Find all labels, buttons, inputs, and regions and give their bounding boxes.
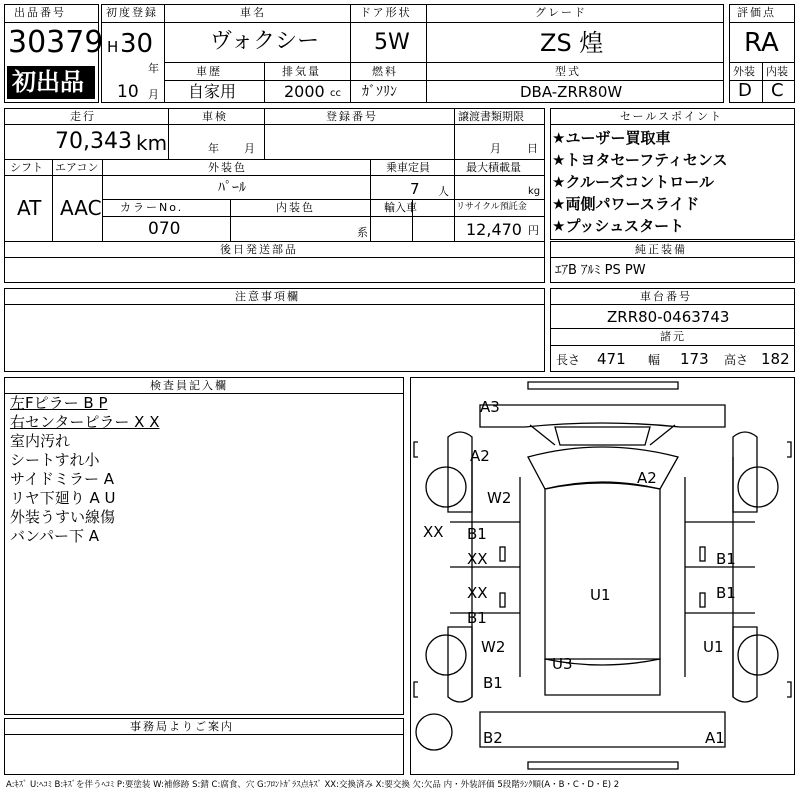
- damage-mark: A2: [470, 447, 490, 465]
- damage-mark: XX: [467, 584, 488, 602]
- inspector-label: 検査員記入欄: [150, 379, 228, 392]
- footer-legend: A:ｷｽﾞ U:ﾍｺﾐ B:ｷｽﾞを伴うﾍｺﾐ P:要塗装 W:補修跡 S:錆 C:腐食、穴 G:ﾌﾛﾝﾄｶﾞﾗｽ点ｷｽﾞ XX:交換済み X:要交換 欠:欠品 内・外装評価 5段階ﾗﾝｸ順(A・B・C・D・E) 2: [6, 780, 620, 790]
- shift-value: AT: [17, 196, 42, 220]
- reg-era: H: [107, 38, 119, 56]
- reg-month-unit: 月: [148, 88, 159, 101]
- damage-mark: U3: [552, 655, 573, 673]
- inspector-line: 外装うすい線傷: [10, 508, 116, 526]
- int-label: 内装: [766, 65, 788, 78]
- load-label: 最大積載量: [466, 161, 521, 174]
- mileage-label: 走行: [70, 110, 96, 123]
- damage-mark: W2: [481, 638, 506, 656]
- color-no-label: カラーNo.: [120, 201, 184, 214]
- fuel-value: ｶﾞｿﾘﾝ: [362, 84, 397, 100]
- damage-mark: A2: [637, 469, 657, 487]
- ext-label: 外装: [733, 65, 755, 78]
- kei-unit: 系: [357, 226, 368, 239]
- lot-number: 30379: [8, 25, 104, 60]
- transfer-day: 日: [527, 142, 538, 155]
- sales-point-item: ★両側パワースライド: [552, 195, 700, 213]
- length-value: 471: [597, 350, 626, 368]
- person-unit: 人: [438, 185, 449, 198]
- height-label: 高さ: [724, 353, 749, 367]
- transfer-month: 月: [490, 142, 501, 155]
- inspector-line: シートすれ小: [10, 451, 100, 469]
- sales-point-item: ★ユーザー買取車: [552, 129, 671, 147]
- damage-mark: XX: [423, 523, 444, 541]
- sales-point-item: ★プッシュスタート: [552, 217, 685, 235]
- dims-label: 諸元: [660, 330, 686, 343]
- reg-label: 初度登録: [106, 6, 158, 19]
- capacity-label: 乗車定員: [386, 161, 430, 174]
- interior-color-label: 内装色: [276, 201, 315, 214]
- fuel-label: 燃料: [372, 65, 398, 78]
- inspector-line: 右センターピラー X X: [10, 413, 160, 431]
- mileage-value: 70,343: [55, 129, 132, 154]
- plate-label: 登録番号: [326, 110, 378, 123]
- damage-mark: A1: [705, 729, 725, 747]
- door-value: 5W: [374, 30, 410, 55]
- ac-value: AAC: [60, 196, 102, 220]
- reg-month: 10: [117, 82, 139, 102]
- inspector-line: 左Fピラー B P: [10, 394, 108, 412]
- model-label: 型式: [555, 65, 581, 78]
- reg-year: 30: [120, 29, 154, 59]
- chassis-label: 車台番号: [640, 290, 692, 303]
- lot-label: 出品番号: [14, 6, 66, 19]
- damage-mark: W2: [487, 489, 512, 507]
- reg-year-unit: 年: [148, 62, 159, 75]
- damage-mark: A3: [480, 398, 500, 416]
- width-label: 幅: [648, 353, 661, 367]
- transfer-label: 譲渡書類期限: [458, 110, 524, 123]
- cc-unit: cc: [330, 88, 341, 99]
- score-label: 評価点: [737, 6, 776, 19]
- later-parts-label: 後日発送部品: [220, 243, 298, 256]
- recycle-value: 12,470: [466, 220, 522, 239]
- int-value: C: [771, 80, 784, 101]
- car-diagram: [410, 377, 795, 775]
- car-name: ヴォクシー: [210, 29, 320, 54]
- capacity-value: 7: [410, 180, 420, 198]
- sales-point-item: ★トヨタセーフティセンス: [552, 151, 728, 169]
- damage-mark: B1: [716, 584, 736, 602]
- damage-mark: B1: [467, 525, 487, 543]
- inspection-label: 車検: [202, 110, 228, 123]
- import-label: 輸入車: [384, 201, 417, 214]
- inspector-line: 室内汚れ: [10, 432, 71, 450]
- sales-point-item: ★クルーズコントロール: [552, 173, 714, 191]
- damage-mark: B1: [467, 609, 487, 627]
- history-value: 自家用: [188, 82, 237, 101]
- notes-label: 注意事項欄: [235, 290, 300, 303]
- damage-mark: B1: [483, 674, 503, 692]
- damage-mark: XX: [467, 550, 488, 568]
- width-value: 173: [680, 350, 709, 368]
- color-label: 外装色: [208, 161, 247, 174]
- kg-unit: kg: [528, 186, 541, 197]
- damage-mark: U1: [703, 638, 724, 656]
- damage-mark: B1: [716, 550, 736, 568]
- office-label: 事務局よりご案内: [130, 720, 234, 733]
- displacement-value: 2000: [284, 82, 325, 101]
- yen-unit: 円: [528, 224, 539, 237]
- model-value: DBA-ZRR80W: [520, 83, 623, 101]
- first-listing-text: 初出品: [12, 68, 84, 96]
- color-no-value: 070: [148, 219, 181, 239]
- equipment-label: 純正装備: [635, 243, 687, 256]
- length-label: 長さ: [556, 353, 581, 367]
- ac-label: エアコン: [55, 161, 99, 174]
- damage-mark: B2: [483, 729, 503, 747]
- recycle-label: リサイクル預託金: [456, 202, 527, 212]
- km-unit: km: [136, 131, 168, 155]
- name-label: 車名: [240, 6, 266, 19]
- displacement-label: 排気量: [282, 65, 321, 78]
- sales-points-label: セールスポイント: [620, 110, 724, 123]
- ext-value: D: [738, 80, 752, 101]
- grade-label: グレード: [535, 6, 587, 19]
- history-label: 車歴: [196, 65, 222, 78]
- color-value: ﾊﾟｰﾙ: [218, 180, 246, 196]
- chassis-value: ZRR80-0463743: [607, 308, 730, 326]
- equipment-value: ｴｱB ｱﾙﾐ PS PW: [555, 263, 646, 278]
- inspector-line: バンパー下 A: [10, 527, 99, 545]
- insp-month-unit: 月: [244, 142, 255, 155]
- door-label: ドア形状: [360, 6, 412, 19]
- score-value: RA: [744, 28, 779, 58]
- inspector-line: サイドミラー A: [10, 470, 114, 488]
- shift-label: シフト: [10, 161, 43, 174]
- grade-value: ZS 煌: [540, 29, 604, 57]
- insp-year-unit: 年: [208, 142, 219, 155]
- inspector-line: リヤ下廻り A U: [10, 489, 116, 507]
- damage-mark: U1: [590, 586, 611, 604]
- height-value: 182: [761, 350, 790, 368]
